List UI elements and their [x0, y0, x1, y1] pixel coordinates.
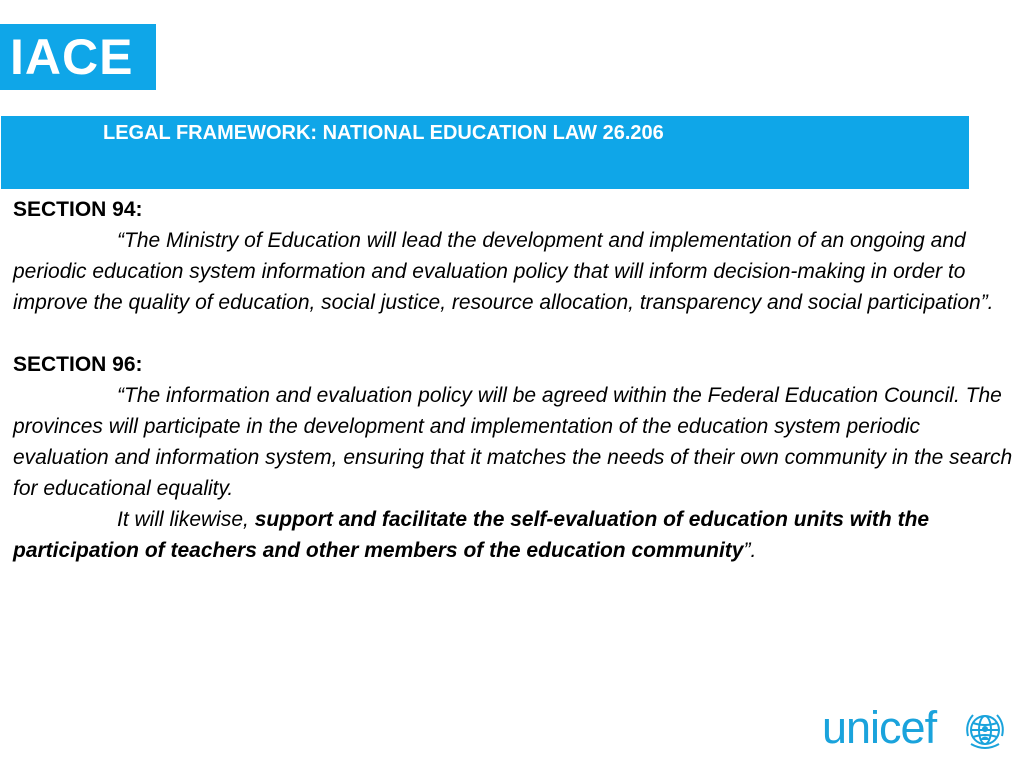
- closing-tail: ”.: [743, 539, 757, 562]
- slide-body: [13, 194, 1013, 566]
- section-96-heading: SECTION 96:: [13, 353, 143, 376]
- section-96-quote: “The information and evaluation policy will be agreed within the Federal Education Council. The provinces will participate in the development and implementation of the education system periodic evaluation and information system, ensuring that it matches the needs of their own community in the search for educational equality.: [13, 384, 1013, 500]
- iace-logo: [0, 24, 156, 90]
- section-96-closing: [13, 504, 1013, 566]
- unicef-globe-emblem-icon: [961, 706, 1009, 754]
- slide-title: LEGAL FRAMEWORK: NATIONAL EDUCATION LAW 26.206: [103, 122, 664, 144]
- closing-lead: It will likewise,: [117, 508, 255, 531]
- unicef-logo: [822, 702, 1012, 754]
- section-94-heading: SECTION 94:: [13, 198, 143, 221]
- closing-emphasis: support and facilitate the self-evaluation of education units with the participation of teachers and other members of the education community: [13, 508, 930, 562]
- logo-text: IACE: [10, 29, 134, 85]
- section-spacer: [13, 318, 1013, 349]
- title-bar: [1, 116, 969, 189]
- unicef-wordmark: unicef: [822, 702, 937, 753]
- section-94-quote: “The Ministry of Education will lead the development and implementation of an ongoing and periodic education system information and evaluation policy that will inform decision-making in order to improve the quality of education, social justice, resource allocation, transparency and social participation”.: [13, 229, 994, 314]
